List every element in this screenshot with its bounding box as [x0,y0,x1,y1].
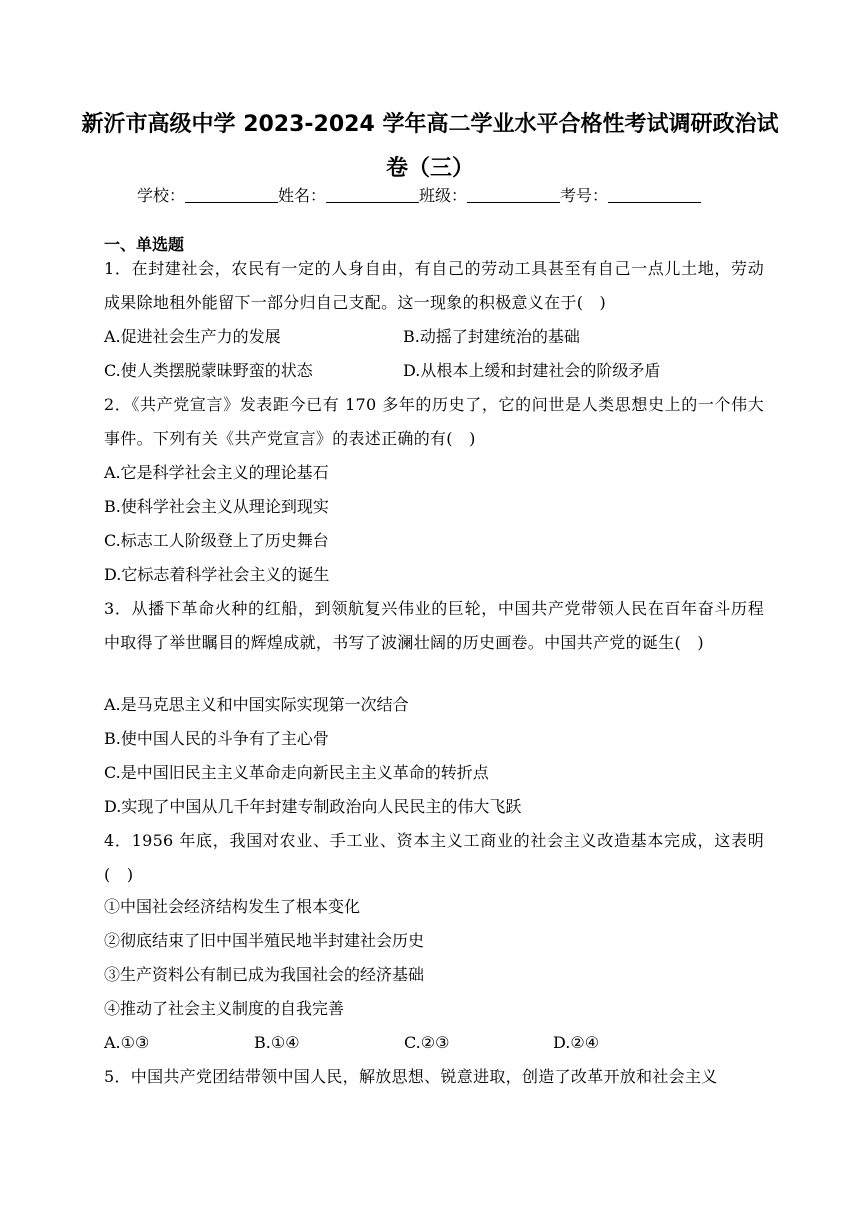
question-3-option-a: A.是马克思主义和中国实际实现第一次结合 [104,695,409,714]
question-2-stem: 2．《共产党宣言》发表距今已有 170 多年的历史了，它的问世是人类思想史上的一个伟大事件。下列有关《共产党宣言》的表述正确的有( ) [104,395,764,448]
question-4-statement-2: ②彻底结束了旧中国半殖民地半封建社会历史 [104,931,425,950]
question-2-option-b: B.使科学社会主义从理论到现实 [104,497,329,516]
exam-number-label: 考号： [560,186,609,205]
question-1-option-d: D.从根本上缓和封建社会的阶级矛盾 [403,361,661,380]
exam-number-blank[interactable] [608,186,701,203]
exam-number-field [560,183,701,206]
question-3-stem: 3．从播下革命火种的红船，到领航复兴伟业的巨轮，中国共产党带领人民在百年奋斗历程中取得了举世瞩目的辉煌成就，书写了波澜壮阔的历史画卷。中国共产党的诞生( ) [104,599,764,652]
question-1-stem: 1．在封建社会，农民有一定的人身自由，有自己的劳动工具甚至有自己一点儿土地，劳动成果除地租外能留下一部分归自己支配。这一现象的积极意义在于( ) [104,259,764,312]
question-4-option-b: B.①④ [254,1033,300,1052]
question-5-stem: 5．中国共产党团结带领中国人民，解放思想、锐意进取，创造了改革开放和社会主义 [104,1067,718,1086]
question-4-statement-1: ①中国社会经济结构发生了根本变化 [104,897,361,916]
question-1-option-c: C.使人类摆脱蒙昧野蛮的状态 [104,361,313,380]
name-blank[interactable] [326,186,419,203]
question-4-option-d: D.②④ [553,1033,600,1052]
school-label: 学校： [137,186,186,205]
student-info-row [137,183,701,206]
question-3-option-d: D.实现了中国从几千年封建专制政治向人民民主的伟大飞跃 [104,797,522,816]
question-4-option-c: C.②③ [404,1033,450,1052]
question-1-option-a: A.促进社会生产力的发展 [104,327,281,346]
question-4-stem: 4．1956 年底，我国对农业、手工业、资本主义工商业的社会主义改造基本完成，这表明( ) [104,831,764,884]
question-3-option-c: C.是中国旧民主主义革命走向新民主主义革命的转折点 [104,763,489,782]
question-4-statement-3: ③生产资料公有制已成为我国社会的经济基础 [104,965,425,984]
question-2-option-c: C.标志工人阶级登上了历史舞台 [104,531,329,550]
name-field [278,183,419,206]
exam-title: 新沂市高级中学 2023-2024 学年高二学业水平合格性考试调研政治试卷（三） [81,112,779,181]
class-blank[interactable] [467,186,560,203]
question-4-statement-4: ④推动了社会主义制度的自我完善 [104,999,345,1018]
question-3-option-b: B.使中国人民的斗争有了主心骨 [104,729,329,748]
school-field [137,183,278,206]
school-blank[interactable] [185,186,278,203]
class-field [419,183,560,206]
question-4-option-a: A.①③ [104,1033,150,1052]
question-2-option-a: A.它是科学社会主义的理论基石 [104,463,329,482]
name-label: 姓名： [278,186,327,205]
section-heading: 一、单选题 [104,235,185,254]
class-label: 班级： [419,186,468,205]
question-2-option-d: D.它标志着科学社会主义的诞生 [104,565,330,584]
question-1-option-b: B.动摇了封建统治的基础 [403,327,580,346]
